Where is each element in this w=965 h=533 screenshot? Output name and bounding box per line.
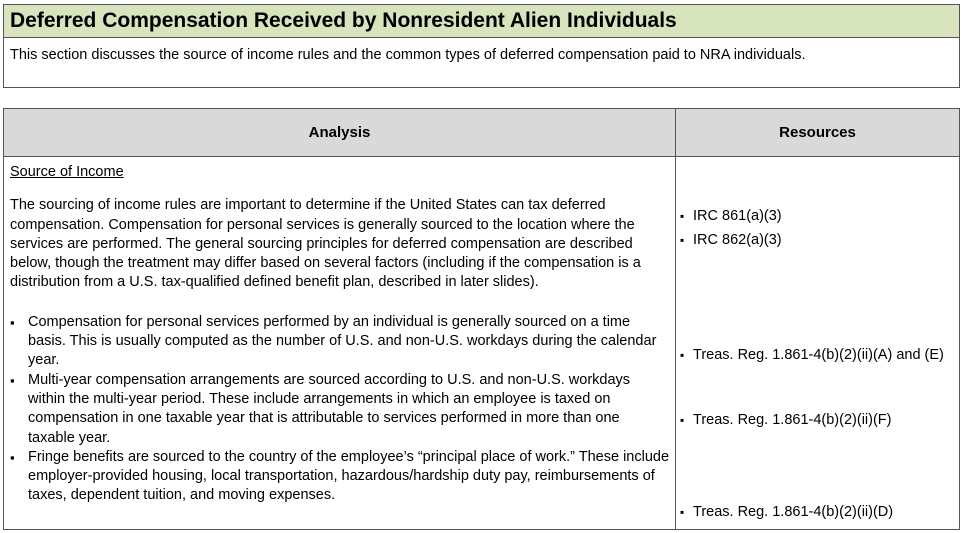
page-description: This section discusses the source of income rules and the common types of deferred compensation paid to NRA individuals. bbox=[10, 47, 806, 63]
list-item: ▪ Multi-year compensation arrangements are sourced according to U.S. and non-U.S. workdays within the multi-year period. These include arrangements in which an employee is taxed on compensation in one taxable year that is attributable to services performed in more than one taxable year. bbox=[10, 371, 670, 448]
analysis-table bbox=[3, 108, 960, 530]
resource-item: ▪ IRC 862(a)(3) bbox=[680, 231, 951, 250]
title-box bbox=[3, 4, 960, 88]
page-title: Deferred Compensation Received by Nonresident Alien Individuals bbox=[4, 5, 959, 38]
list-item: ▪ Compensation for personal services performed by an individual is generally sourced on a time basis. This is usually computed as the number of U.S. and non-U.S. workdays during the calendar year. bbox=[10, 313, 670, 371]
analysis-cell bbox=[10, 163, 670, 506]
column-divider bbox=[675, 109, 676, 529]
resource-item: ▪ Treas. Reg. 1.861-4(b)(2)(ii)(F) bbox=[680, 411, 951, 430]
intro-paragraph: The sourcing of income rules are important to determine if the United States can tax deferred compensation. Compensation for personal services is generally sourced to the location where the services are performed. The general sourcing principles for deferred compensation are described below, though the treatment may differ based on several factors (including if the compensation is a distribution from a U.S. tax-qualified defined benefit plan, described in later slides). bbox=[10, 197, 641, 291]
list-item: ▪ Fringe benefits are sourced to the country of the employee’s “principal place of work.” These include employer-provided housing, local transportation, hazardous/hardship duty pay, reimbursements of taxes, dependent tuition, and moving expenses. bbox=[10, 448, 670, 506]
analysis-column-header: Analysis bbox=[4, 109, 675, 157]
resources-column-header: Resources bbox=[676, 109, 959, 157]
resource-item: ▪ Treas. Reg. 1.861-4(b)(2)(ii)(A) and (E) bbox=[680, 346, 951, 365]
resource-item: ▪ Treas. Reg. 1.861-4(b)(2)(ii)(D) bbox=[680, 503, 951, 522]
bullet-list bbox=[10, 313, 670, 506]
resource-item: ▪ IRC 861(a)(3) bbox=[680, 207, 951, 226]
section-heading: Source of Income bbox=[10, 164, 124, 180]
